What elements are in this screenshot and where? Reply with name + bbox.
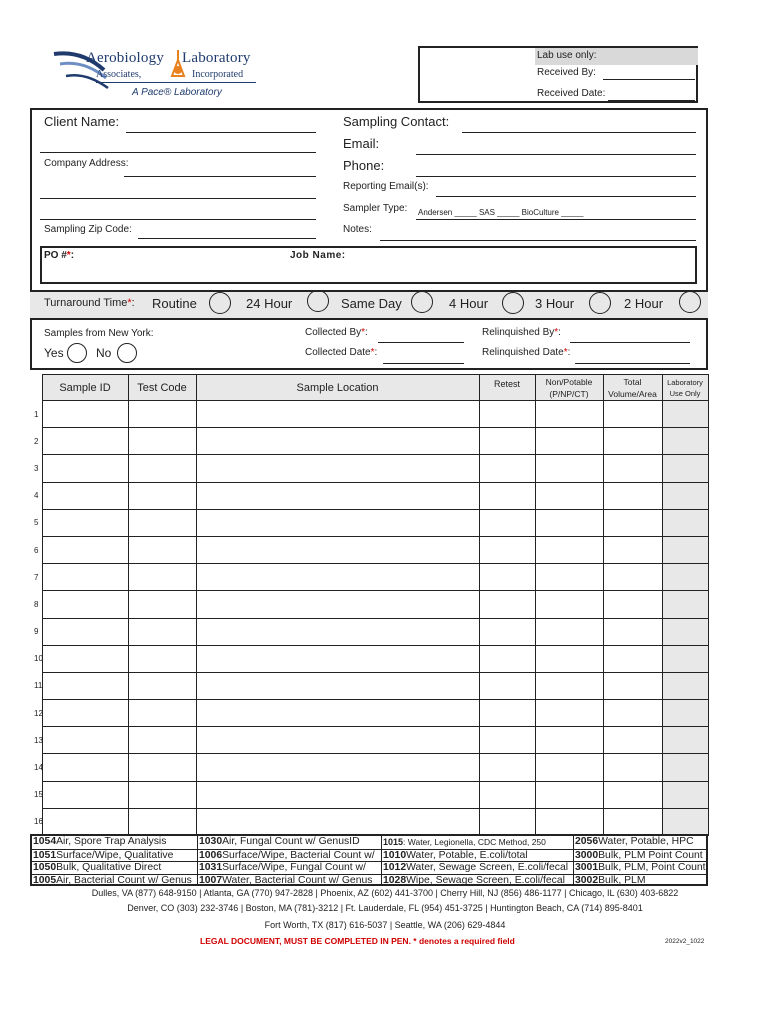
retest-cell[interactable]: [479, 509, 535, 536]
received-by-label: Received By:: [537, 67, 596, 78]
ny-yes-label: Yes: [44, 346, 64, 360]
reporting-emails-field[interactable]: [436, 196, 696, 197]
sample-id-cell[interactable]: [42, 536, 128, 563]
test-code-entry: 3000Bulk, PLM Point Count: [574, 849, 706, 862]
retest-cell[interactable]: [479, 808, 535, 835]
sample-location-cell[interactable]: [196, 536, 479, 563]
row-number: 2: [30, 428, 42, 455]
sample-location-cell[interactable]: [196, 509, 479, 536]
turnaround-4hour-label: 4 Hour: [449, 296, 489, 311]
sample-location-cell[interactable]: [196, 591, 479, 618]
sample-id-cell[interactable]: [42, 618, 128, 645]
address-field-2[interactable]: [40, 198, 316, 199]
sample-location-cell[interactable]: [196, 781, 479, 808]
table-row: [30, 808, 708, 835]
retest-cell[interactable]: [479, 564, 535, 591]
po-job-box[interactable]: [40, 246, 697, 284]
client-name-label: Client Name:: [44, 114, 120, 129]
row-number: 10: [30, 645, 42, 672]
codes-column-2: [198, 836, 382, 884]
lab-use-cell: [662, 509, 708, 536]
row-number: 14: [30, 754, 42, 781]
non-potable-cell[interactable]: [535, 727, 603, 754]
lab-use-cell: [662, 700, 708, 727]
footer-locations-1: Dulles, VA (877) 648-9150 | Atlanta, GA (770) 947-2828 | Phoenix, AZ (602) 441-3700 | Cherry Hill, NJ (856) 486-1177 | Chicago, IL (630) 403-6822: [91, 888, 679, 898]
non-potable-cell[interactable]: [535, 564, 603, 591]
sample-location-cell[interactable]: [196, 754, 479, 781]
lab-use-cell: [662, 401, 708, 428]
lab-use-cell: [662, 564, 708, 591]
retest-cell[interactable]: [479, 781, 535, 808]
test-code-cell[interactable]: [128, 781, 196, 808]
retest-cell[interactable]: [479, 482, 535, 509]
retest-cell[interactable]: [479, 672, 535, 699]
sample-id-cell[interactable]: [42, 591, 128, 618]
row-number: 5: [30, 509, 42, 536]
sample-id-cell[interactable]: [42, 401, 128, 428]
sample-id-cell[interactable]: [42, 672, 128, 699]
test-code-entry: 2056Water, Potable, HPC: [575, 836, 694, 847]
total-volume-cell[interactable]: [603, 727, 662, 754]
test-code-cell[interactable]: [128, 645, 196, 672]
received-by-field[interactable]: [603, 79, 695, 80]
test-code-cell[interactable]: [128, 428, 196, 455]
turnaround-routine-radio[interactable]: [209, 292, 231, 314]
notes-field[interactable]: [380, 240, 696, 241]
sample-table: [30, 374, 709, 836]
non-potable-cell[interactable]: [535, 618, 603, 645]
total-volume-cell[interactable]: [603, 672, 662, 699]
sample-id-cell[interactable]: [42, 509, 128, 536]
po-label: PO #*:: [44, 250, 75, 261]
sample-location-cell[interactable]: [196, 808, 479, 835]
sample-id-cell[interactable]: [42, 700, 128, 727]
table-row: [30, 482, 708, 509]
sample-id-cell[interactable]: [42, 482, 128, 509]
retest-cell[interactable]: [479, 428, 535, 455]
reporting-emails-label: Reporting Email(s):: [343, 181, 429, 192]
retest-cell[interactable]: [479, 455, 535, 482]
total-volume-cell[interactable]: [603, 509, 662, 536]
footer-locations-3: Fort Worth, TX (817) 616-5037 | Seattle, WA (206) 629-4844: [264, 920, 506, 930]
test-code-cell[interactable]: [128, 672, 196, 699]
phone-label: Phone:: [343, 158, 385, 173]
sample-location-cell[interactable]: [196, 618, 479, 645]
email-field[interactable]: [416, 154, 696, 155]
test-code-entry: 1006Surface/Wipe, Bacterial Count w/: [198, 849, 381, 862]
sampler-type-field[interactable]: [416, 219, 696, 220]
non-potable-cell[interactable]: [535, 536, 603, 563]
table-row: [30, 700, 708, 727]
retest-cell[interactable]: [479, 591, 535, 618]
company-logo: [52, 44, 272, 100]
collected-by-field[interactable]: [378, 342, 464, 343]
test-code-entry: 3002Bulk, PLM: [574, 874, 706, 887]
sampler-type-options[interactable]: Andersen _____ SAS _____ BioCulture _____: [418, 208, 584, 217]
row-number: 12: [30, 700, 42, 727]
sample-location-cell[interactable]: [196, 482, 479, 509]
received-date-label: Received Date:: [537, 88, 606, 99]
test-code-entry: 1010Water, Potable, E.coli/total: [382, 849, 573, 862]
table-row: [30, 428, 708, 455]
footer-locations-2: Denver, CO (303) 232-3746 | Boston, MA (781)-3212 | Ft. Lauderdale, FL (954) 451-3725 | Huntington Beach, CA (714) 895-8401: [127, 903, 643, 913]
test-codes-legend: [30, 834, 708, 886]
codes-column-3: [382, 836, 574, 884]
test-code-cell[interactable]: [128, 700, 196, 727]
turnaround-label: Turnaround Time*:: [44, 297, 135, 309]
ny-question-label: Samples from New York:: [44, 328, 154, 339]
turnaround-2hour-label: 2 Hour: [624, 296, 664, 311]
table-row: [30, 672, 708, 699]
row-number: 4: [30, 482, 42, 509]
lab-use-cell: [662, 455, 708, 482]
test-code-entry: 1050Bulk, Qualitative Direct: [32, 861, 197, 874]
retest-cell[interactable]: [479, 618, 535, 645]
turnaround-24hour-label: 24 Hour: [246, 296, 293, 311]
lab-use-cell: [662, 727, 708, 754]
test-code-cell[interactable]: [128, 401, 196, 428]
ny-no-label: No: [96, 346, 112, 360]
total-volume-cell[interactable]: [603, 455, 662, 482]
lab-use-cell: [662, 672, 708, 699]
test-code-entry: 1028Wipe, Sewage Screen, E.coli/fecal: [382, 874, 573, 887]
received-date-field[interactable]: [608, 100, 695, 101]
total-volume-cell[interactable]: [603, 754, 662, 781]
table-row: [30, 564, 708, 591]
non-potable-cell[interactable]: [535, 509, 603, 536]
col-lab-use: Laboratory Use Only: [662, 375, 708, 401]
turnaround-routine-label: Routine: [152, 296, 197, 311]
turnaround-2hour-radio[interactable]: [679, 291, 701, 313]
notes-label: Notes:: [343, 224, 372, 235]
microscope-flask-icon: [170, 48, 186, 80]
collected-date-label: Collected Date*:: [305, 347, 378, 358]
logo-word-incorporated: Incorporated: [192, 69, 244, 80]
address-field-1[interactable]: [124, 176, 316, 177]
sampler-type-label: Sampler Type:: [343, 203, 408, 214]
total-volume-cell[interactable]: [603, 700, 662, 727]
retest-cell[interactable]: [479, 727, 535, 754]
table-row: [30, 781, 708, 808]
row-number: 6: [30, 536, 42, 563]
row-number: 9: [30, 618, 42, 645]
non-potable-cell[interactable]: [535, 808, 603, 835]
row-number: 16: [30, 808, 42, 835]
logo-tagline: A Pace® Laboratory: [132, 87, 222, 98]
table-row: [30, 645, 708, 672]
retest-cell[interactable]: [479, 700, 535, 727]
col-retest: Retest: [479, 375, 535, 401]
turnaround-sameday-label: Same Day: [341, 296, 402, 311]
row-number: 13: [30, 727, 42, 754]
codes-column-1: [32, 836, 198, 884]
sample-id-cell[interactable]: [42, 727, 128, 754]
client-name-field[interactable]: [126, 132, 316, 133]
sample-location-cell[interactable]: [196, 672, 479, 699]
non-potable-cell[interactable]: [535, 428, 603, 455]
relinquished-date-label: Relinquished Date*:: [482, 347, 571, 358]
turnaround-4hour-radio[interactable]: [502, 292, 524, 314]
row-number: 7: [30, 564, 42, 591]
job-name-label: Job Name:: [290, 250, 346, 261]
turnaround-3hour-label: 3 Hour: [535, 296, 575, 311]
lab-use-cell: [662, 536, 708, 563]
test-code-entry: 1051Surface/Wipe, Qualitative: [32, 849, 197, 862]
phone-field[interactable]: [416, 176, 696, 177]
col-total-volume: Total Volume/Area: [603, 375, 662, 401]
non-potable-cell[interactable]: [535, 754, 603, 781]
non-potable-cell[interactable]: [535, 455, 603, 482]
test-code-entry: 1012Water, Sewage Screen, E.coli/fecal: [382, 861, 573, 874]
sample-id-cell[interactable]: [42, 564, 128, 591]
total-volume-cell[interactable]: [603, 808, 662, 835]
test-code-entry: 1031Surface/Wipe, Fungal Count w/: [198, 861, 381, 874]
codes-column-4: [574, 836, 706, 884]
test-code-entry: 1030Air, Fungal Count w/ GenusID: [199, 836, 360, 847]
lab-use-cell: [662, 754, 708, 781]
sampling-contact-label: Sampling Contact:: [343, 114, 450, 129]
lab-use-title: Lab use only:: [537, 50, 597, 61]
total-volume-cell[interactable]: [603, 645, 662, 672]
row-number: 11: [30, 672, 42, 699]
row-number: 15: [30, 781, 42, 808]
test-code-cell[interactable]: [128, 618, 196, 645]
collected-by-label: Collected By*:: [305, 327, 368, 338]
col-sample-id: Sample ID: [42, 375, 128, 401]
row-number: 8: [30, 591, 42, 618]
logo-word-associates: Associates,: [96, 69, 142, 80]
total-volume-cell[interactable]: [603, 536, 662, 563]
sample-id-cell[interactable]: [42, 645, 128, 672]
relinquished-by-field[interactable]: [570, 342, 690, 343]
lab-use-cell: [662, 618, 708, 645]
relinquished-by-label: Relinquished By*:: [482, 327, 561, 338]
col-test-code: Test Code: [128, 375, 196, 401]
logo-word-aerobiology: Aerobiology: [86, 50, 165, 66]
sample-id-cell[interactable]: [42, 781, 128, 808]
test-code-cell[interactable]: [128, 455, 196, 482]
email-label: Email:: [343, 136, 380, 151]
lab-use-cell: [662, 781, 708, 808]
collected-date-field[interactable]: [383, 363, 464, 364]
total-volume-cell[interactable]: [603, 401, 662, 428]
test-code-entry: 1007Water, Bacterial Count w/ Genus: [198, 874, 381, 887]
sample-location-cell[interactable]: [196, 727, 479, 754]
lab-use-cell: [662, 428, 708, 455]
table-row: [30, 727, 708, 754]
retest-cell[interactable]: [479, 754, 535, 781]
table-row: [30, 536, 708, 563]
turnaround-3hour-radio[interactable]: [589, 292, 611, 314]
sampling-zip-field[interactable]: [138, 238, 316, 239]
sample-id-cell[interactable]: [42, 808, 128, 835]
sample-location-cell[interactable]: [196, 401, 479, 428]
non-potable-cell[interactable]: [535, 672, 603, 699]
test-code-entry: 1054Air, Spore Trap Analysis: [33, 836, 167, 847]
table-row: [30, 754, 708, 781]
test-code-cell[interactable]: [128, 754, 196, 781]
table-row: [30, 455, 708, 482]
non-potable-cell[interactable]: [535, 645, 603, 672]
test-code-cell[interactable]: [128, 536, 196, 563]
ny-yes-radio[interactable]: [67, 343, 87, 363]
sample-id-cell[interactable]: [42, 754, 128, 781]
non-potable-cell[interactable]: [535, 482, 603, 509]
retest-cell[interactable]: [479, 536, 535, 563]
relinquished-date-field[interactable]: [575, 363, 690, 364]
non-potable-cell[interactable]: [535, 781, 603, 808]
sample-id-cell[interactable]: [42, 428, 128, 455]
form-version: 2022v2_1022: [665, 938, 705, 945]
col-sample-location: Sample Location: [196, 375, 479, 401]
turnaround-sameday-radio[interactable]: [411, 291, 433, 313]
lab-use-cell: [662, 482, 708, 509]
test-code-cell[interactable]: [128, 564, 196, 591]
non-potable-cell[interactable]: [535, 591, 603, 618]
total-volume-cell[interactable]: [603, 781, 662, 808]
test-code-entry: 1015: Water, Legionella, CDC Method, 250: [383, 837, 546, 847]
table-row: [30, 509, 708, 536]
col-non-potable: Non/Potable (P/NP/CT): [535, 375, 603, 401]
table-row: [30, 591, 708, 618]
turnaround-24hour-radio[interactable]: [307, 290, 329, 312]
sample-location-cell[interactable]: [196, 700, 479, 727]
table-row: [30, 618, 708, 645]
non-potable-cell[interactable]: [535, 700, 603, 727]
company-address-label: Company Address:: [44, 158, 129, 169]
logo-word-laboratory: Laboratory: [182, 50, 251, 66]
test-code-cell[interactable]: [128, 808, 196, 835]
lab-use-cell: [662, 591, 708, 618]
test-code-entry: 3001Bulk, PLM, Point Count: [575, 862, 706, 873]
row-number: 3: [30, 455, 42, 482]
sampling-contact-field[interactable]: [462, 132, 696, 133]
test-code-cell[interactable]: [128, 591, 196, 618]
sampling-zip-label: Sampling Zip Code:: [44, 224, 132, 235]
retest-cell[interactable]: [479, 401, 535, 428]
table-row: [30, 401, 708, 428]
test-code-cell[interactable]: [128, 727, 196, 754]
total-volume-cell[interactable]: [603, 564, 662, 591]
non-potable-cell[interactable]: [535, 401, 603, 428]
client-name-field-2[interactable]: [40, 152, 316, 153]
sample-location-cell[interactable]: [196, 455, 479, 482]
test-code-cell[interactable]: [128, 482, 196, 509]
sample-location-cell[interactable]: [196, 428, 479, 455]
address-field-3[interactable]: [40, 219, 316, 220]
total-volume-cell[interactable]: [603, 482, 662, 509]
test-code-entry: 1005Air, Bacterial Count w/ Genus: [32, 874, 197, 887]
lab-use-cell: [662, 645, 708, 672]
sample-id-cell[interactable]: [42, 455, 128, 482]
retest-cell[interactable]: [479, 645, 535, 672]
lab-use-cell: [662, 808, 708, 835]
row-number: 1: [30, 401, 42, 428]
legal-notice: LEGAL DOCUMENT, MUST BE COMPLETED IN PEN. * denotes a required field: [200, 936, 515, 946]
test-code-cell[interactable]: [128, 509, 196, 536]
total-volume-cell[interactable]: [603, 591, 662, 618]
total-volume-cell[interactable]: [603, 428, 662, 455]
total-volume-cell[interactable]: [603, 618, 662, 645]
sample-location-cell[interactable]: [196, 564, 479, 591]
lab-use-box: [418, 46, 698, 103]
sample-location-cell[interactable]: [196, 645, 479, 672]
ny-no-radio[interactable]: [117, 343, 137, 363]
